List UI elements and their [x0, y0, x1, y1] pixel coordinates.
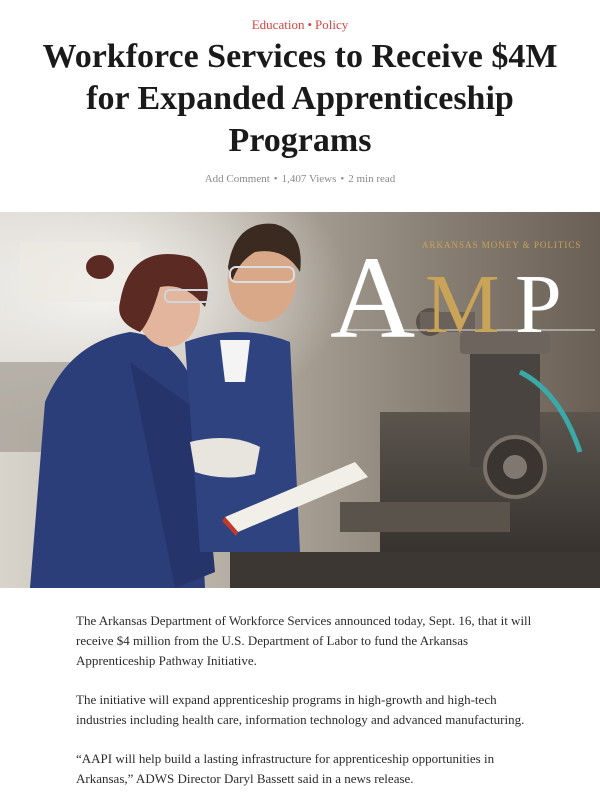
view-count: 1,407 Views [281, 173, 337, 185]
logo-letter-p: P [515, 258, 562, 351]
article-paragraph: “AAPI will help build a lasting infrastructure for apprenticeship opportunities in Arkansas,” ADWS Director Daryl Bassett said in a news release. [76, 751, 495, 786]
logo-letter-a: A [330, 232, 416, 363]
article-headline: Workforce Services to Receive $4M for Expanded Apprenticeship Programs [42, 38, 558, 159]
article-meta [0, 173, 600, 185]
article-paragraph: The initiative will expand apprenticeship programs in high-growth and high-tech industries including health care, information technology and advanced manufacturing. [76, 692, 525, 727]
category-link-policy[interactable]: Policy [315, 17, 349, 32]
category-link-education[interactable]: Education [251, 17, 305, 32]
hero-illustration [0, 212, 600, 588]
article-paragraph: The Arkansas Department of Workforce Services announced today, Sept. 16, that it will receive $4 million from the U.S. Department of Labor to fund the Arkansas Apprenticeship Pathway Initiative. [76, 613, 532, 668]
logo-letter-m: M [425, 258, 500, 351]
hero-image [0, 212, 600, 588]
meta-separator: • [273, 173, 278, 185]
article-body [76, 611, 536, 808]
add-comment-link[interactable]: Add Comment [204, 173, 270, 185]
category-separator: • [307, 17, 313, 32]
meta-separator: • [340, 173, 345, 185]
category-row [0, 17, 600, 33]
read-time: 2 min read [348, 173, 396, 185]
logo-tagline: ARKANSAS MONEY & POLITICS [422, 240, 582, 250]
